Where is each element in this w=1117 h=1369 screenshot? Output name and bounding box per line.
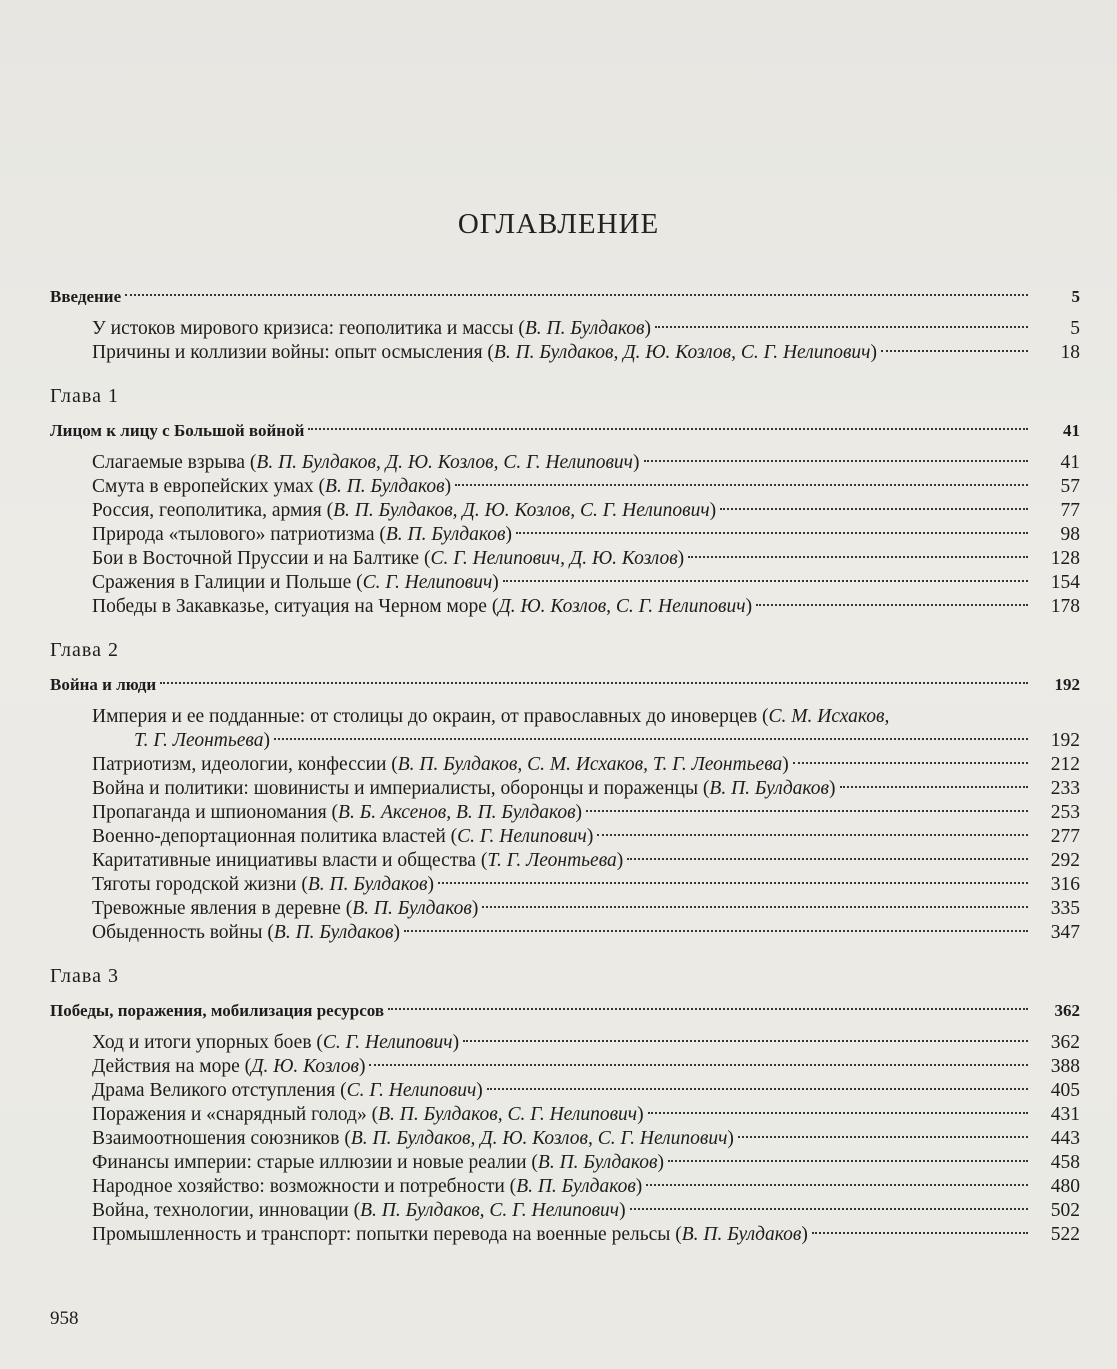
page-ref: 98 [1060, 524, 1080, 545]
dot-leader [388, 1007, 1028, 1010]
entry-close: ) [471, 898, 479, 919]
page-title: ОГЛАВЛЕНИЕ [457, 208, 660, 240]
entry-title [92, 499, 716, 523]
entry-text: Тревожные явления в деревне ( [92, 898, 353, 919]
page-ref: 292 [1050, 850, 1080, 871]
entry-title [92, 475, 451, 499]
spacer [50, 697, 1080, 705]
table-of-contents [50, 284, 1080, 1247]
entry-title [92, 1199, 626, 1223]
entry-author: В. П. Булдаков [273, 922, 394, 943]
entry-title [92, 317, 651, 341]
toc-entry [50, 595, 1080, 619]
toc-entry [50, 705, 1080, 729]
entry-close: ) [358, 1056, 366, 1077]
toc-entry [50, 499, 1080, 523]
entry-text: Тяготы городской жизни ( [92, 874, 308, 895]
entry-title [92, 595, 752, 619]
entry-title [92, 1127, 734, 1151]
entry-author: В. П. Булдаков [524, 318, 645, 339]
entry-title [92, 1175, 642, 1199]
entry-close: ) [633, 452, 640, 473]
toc-entry [50, 1103, 1080, 1127]
page-ref: 277 [1050, 826, 1080, 847]
toc-entry [50, 1175, 1080, 1199]
entry-close: ) [657, 1152, 665, 1173]
page-ref: 522 [1050, 1224, 1080, 1245]
entry-title [92, 571, 499, 595]
page-ref: 253 [1050, 802, 1080, 823]
page-ref: 41 [1063, 421, 1080, 440]
entry-author: Т. Г. Леонтьева [487, 850, 617, 871]
entry-title [92, 451, 640, 475]
dot-leader [455, 483, 1028, 486]
entry-title [92, 873, 434, 897]
dot-leader [597, 833, 1028, 836]
entry-close: ) [677, 548, 685, 569]
entry-author: В. П. Булдаков [352, 898, 472, 919]
entry-title [92, 897, 478, 921]
entry-title [92, 921, 400, 945]
entry-text: Военно-депортационная политика властей ( [92, 826, 458, 847]
entry-close: ) [476, 1080, 483, 1101]
toc-entry [50, 475, 1080, 499]
dot-leader [627, 857, 1028, 860]
page-ref: 233 [1050, 778, 1080, 799]
page-ref: 57 [1060, 476, 1080, 497]
chapter-heading: Глава 2 [50, 639, 119, 661]
entry-text: Поражения и «снарядный голод» ( [92, 1104, 379, 1125]
entry-title [92, 1151, 664, 1175]
entry-close: ) [452, 1032, 460, 1053]
entry-text: Империя и ее подданные: от столицы до окраин, от православных до иноверцев ( [92, 706, 769, 727]
dot-leader [160, 681, 1028, 684]
dot-leader [404, 929, 1028, 932]
dot-leader [482, 905, 1028, 908]
entry-close: ) [782, 754, 789, 775]
chapter-heading: Глава 1 [50, 385, 119, 407]
toc-entry [50, 849, 1080, 873]
entry-close: ) [637, 1104, 644, 1125]
part-title: Введение [50, 287, 122, 306]
entry-close: ) [745, 596, 753, 617]
page-ref: 480 [1050, 1176, 1080, 1197]
entry-author: В. П. Булдаков [325, 476, 445, 497]
entry-author: С. Г. Нелипович, Д. Ю. Козлов [430, 548, 678, 569]
entry-close: ) [586, 826, 594, 847]
page-ref: 388 [1050, 1056, 1080, 1077]
entry-text: Действия на море ( [92, 1056, 252, 1077]
entry-close: ) [393, 922, 401, 943]
entry-title [92, 1103, 644, 1127]
page-ref: 458 [1050, 1152, 1080, 1173]
dot-leader [812, 1231, 1028, 1234]
toc-part-row [50, 284, 1080, 309]
entry-close: ) [709, 500, 717, 521]
entry-text: Драма Великого отступления ( [92, 1080, 347, 1101]
entry-text: Финансы империи: старые иллюзии и новые реалии ( [92, 1152, 538, 1173]
entry-title [92, 705, 889, 729]
dot-leader [369, 1063, 1028, 1066]
page-ref: 443 [1050, 1128, 1080, 1149]
page-ref: 212 [1050, 754, 1080, 775]
toc-entry-continuation [50, 729, 1080, 753]
dot-leader [125, 293, 1028, 296]
toc-entry [50, 801, 1080, 825]
entry-author: В. П. Булдаков, С. М. Исхаков, Т. Г. Леонтьева [397, 754, 783, 775]
entry-author: В. П. Булдаков [709, 778, 830, 799]
page-ref: 316 [1050, 874, 1080, 895]
toc-entry [50, 753, 1080, 777]
entry-author: В. П. Булдаков, С. Г. Нелипович [378, 1104, 638, 1125]
page-ref: 128 [1050, 548, 1080, 569]
toc-entry [50, 777, 1080, 801]
entry-close: ) [644, 318, 651, 339]
dot-leader [308, 427, 1028, 430]
entry-title [92, 825, 593, 849]
dot-leader [630, 1207, 1028, 1210]
entry-title [134, 729, 270, 753]
toc-entry [50, 921, 1080, 945]
dot-leader [840, 785, 1028, 788]
entry-author: В. П. Булдаков, Д. Ю. Козлов, С. Г. Нелипович [493, 342, 871, 363]
entry-text: Природа «тылового» патриотизма ( [92, 524, 386, 545]
toc-part-row [50, 418, 1080, 443]
entry-close: ) [575, 802, 583, 823]
entry-text: Ход и итоги упорных боев ( [92, 1032, 323, 1053]
entry-author: Д. Ю. Козлов [251, 1056, 359, 1077]
toc-entry [50, 1199, 1080, 1223]
entry-title [92, 1031, 459, 1055]
entry-title [92, 547, 684, 571]
entry-text: Причины и коллизии войны: опыт осмысления ( [92, 342, 494, 363]
entry-close: ) [619, 1200, 626, 1221]
entry-text: Каритативные инициативы власти и общества ( [92, 850, 488, 871]
entry-author: В. П. Булдаков, Д. Ю. Козлов, С. Г. Нелипович [256, 452, 633, 473]
entry-close: ) [444, 476, 452, 497]
part-title: Лицом к лицу с Большой войной [50, 421, 305, 440]
dot-leader [438, 881, 1028, 884]
dot-leader [274, 737, 1028, 740]
entry-title [92, 753, 789, 777]
page-ref: 192 [1054, 675, 1080, 694]
page-ref: 347 [1050, 922, 1080, 943]
dot-leader [463, 1039, 1028, 1042]
page-ref: 77 [1060, 500, 1080, 521]
dot-leader [655, 325, 1028, 328]
entry-text: Война, технологии, инновации ( [92, 1200, 361, 1221]
entry-author: В. Б. Аксенов, В. П. Булдаков [338, 802, 576, 823]
page-ref: 431 [1050, 1104, 1080, 1125]
page-ref: 405 [1050, 1080, 1080, 1101]
toc-entry [50, 547, 1080, 571]
page-ref: 5 [1071, 287, 1080, 306]
page-ref: 154 [1050, 572, 1080, 593]
entry-close: ) [505, 524, 512, 545]
spacer [50, 1023, 1080, 1031]
toc-entry [50, 825, 1080, 849]
toc-entry [50, 317, 1080, 341]
entry-author: В. П. Булдаков [516, 1176, 636, 1197]
toc-entry [50, 1151, 1080, 1175]
entry-author: В. П. Булдаков, Д. Ю. Козлов, С. Г. Нелипович [350, 1128, 728, 1149]
entry-title [92, 341, 877, 365]
page-ref: 5 [1070, 318, 1080, 339]
spacer [50, 365, 1080, 375]
page-ref: 192 [1050, 730, 1080, 751]
entry-author: В. П. Булдаков [307, 874, 428, 895]
toc-entry [50, 1079, 1080, 1103]
toc-part-row [50, 998, 1080, 1023]
toc-part-row [50, 672, 1080, 697]
entry-text: Смута в европейских умах ( [92, 476, 326, 497]
entry-author: С. Г. Нелипович [457, 826, 587, 847]
part-title: Война и люди [50, 675, 157, 694]
toc-entry [50, 873, 1080, 897]
toc-entry [50, 523, 1080, 547]
entry-author: В. П. Булдаков, Д. Ю. Козлов, С. Г. Нелипович [333, 500, 710, 521]
entry-close: ) [829, 778, 836, 799]
dot-leader [720, 507, 1028, 510]
entry-text: Победы в Закавказье, ситуация на Черном море ( [92, 596, 499, 617]
entry-text: У истоков мирового кризиса: геополитика и массы ( [92, 318, 525, 339]
entry-close: ) [616, 850, 624, 871]
entry-close: ) [870, 342, 877, 363]
entry-close: ) [727, 1128, 734, 1149]
entry-author: В. П. Булдаков [681, 1224, 802, 1245]
dot-leader [756, 603, 1028, 606]
entry-title [92, 849, 623, 873]
entry-text: Россия, геополитика, армия ( [92, 500, 334, 521]
entry-text: Бои в Восточной Пруссии и на Балтике ( [92, 548, 431, 569]
toc-entry [50, 1055, 1080, 1079]
entry-text: Промышленность и транспорт: попытки перевода на военные рельсы ( [92, 1224, 682, 1245]
entry-close: ) [635, 1176, 643, 1197]
entry-text: Народное хозяйство: возможности и потребности ( [92, 1176, 517, 1197]
page-number: 958 [50, 1308, 79, 1329]
page-ref: 18 [1060, 342, 1080, 363]
page-ref: 362 [1050, 1032, 1080, 1053]
dot-leader [644, 459, 1029, 462]
entry-title [92, 523, 512, 547]
page-ref: 335 [1050, 898, 1080, 919]
entry-author: С. Г. Нелипович [346, 1080, 477, 1101]
dot-leader [516, 531, 1028, 534]
spacer [50, 309, 1080, 317]
spacer [50, 619, 1080, 629]
dot-leader [648, 1111, 1028, 1114]
entry-author: Т. Г. Леонтьева [134, 730, 264, 751]
toc-entry [50, 341, 1080, 365]
entry-author: Д. Ю. Козлов, С. Г. Нелипович [498, 596, 746, 617]
entry-text: Патриотизм, идеологии, конфессии ( [92, 754, 398, 775]
entry-close: ) [801, 1224, 808, 1245]
entry-close: ) [263, 730, 270, 751]
toc-entry [50, 1223, 1080, 1247]
toc-entry [50, 451, 1080, 475]
entry-text: Обыденность войны ( [92, 922, 274, 943]
entry-title [92, 1055, 365, 1079]
page-ref: 178 [1050, 596, 1080, 617]
chapter-heading: Глава 3 [50, 965, 119, 987]
dot-leader [881, 349, 1028, 352]
entry-close: ) [427, 874, 434, 895]
entry-text: Взаимоотношения союзников ( [92, 1128, 351, 1149]
dot-leader [738, 1135, 1028, 1138]
dot-leader [586, 809, 1028, 812]
dot-leader [688, 555, 1028, 558]
dot-leader [668, 1159, 1028, 1162]
entry-author: С. Г. Нелипович [362, 572, 493, 593]
entry-title [92, 1079, 483, 1103]
entry-text: Война и политики: шовинисты и империалисты, оборонцы и пораженцы ( [92, 778, 710, 799]
page-ref: 41 [1060, 452, 1080, 473]
dot-leader [503, 579, 1028, 582]
page-ref: 502 [1050, 1200, 1080, 1221]
entry-text: Слагаемые взрыва ( [92, 452, 257, 473]
entry-close: ) [492, 572, 499, 593]
dot-leader [487, 1087, 1028, 1090]
toc-entry [50, 897, 1080, 921]
entry-author: С. Г. Нелипович [322, 1032, 453, 1053]
toc-entry [50, 1031, 1080, 1055]
entry-title [92, 777, 836, 801]
entry-author: В. П. Булдаков [537, 1152, 658, 1173]
toc-entry [50, 1127, 1080, 1151]
spacer [50, 945, 1080, 955]
entry-text: Сражения в Галиции и Польше ( [92, 572, 363, 593]
toc-entry [50, 571, 1080, 595]
entry-title [92, 801, 582, 825]
entry-text: Пропаганда и шпиономания ( [92, 802, 339, 823]
part-title: Победы, поражения, мобилизация ресурсов [50, 1001, 385, 1020]
entry-author: С. М. Исхаков, [768, 706, 890, 727]
dot-leader [793, 761, 1028, 764]
spacer [50, 443, 1080, 451]
entry-title [92, 1223, 808, 1247]
dot-leader [646, 1183, 1028, 1186]
entry-author: В. П. Булдаков [385, 524, 506, 545]
page-ref: 362 [1054, 1001, 1080, 1020]
entry-author: В. П. Булдаков, С. Г. Нелипович [360, 1200, 620, 1221]
